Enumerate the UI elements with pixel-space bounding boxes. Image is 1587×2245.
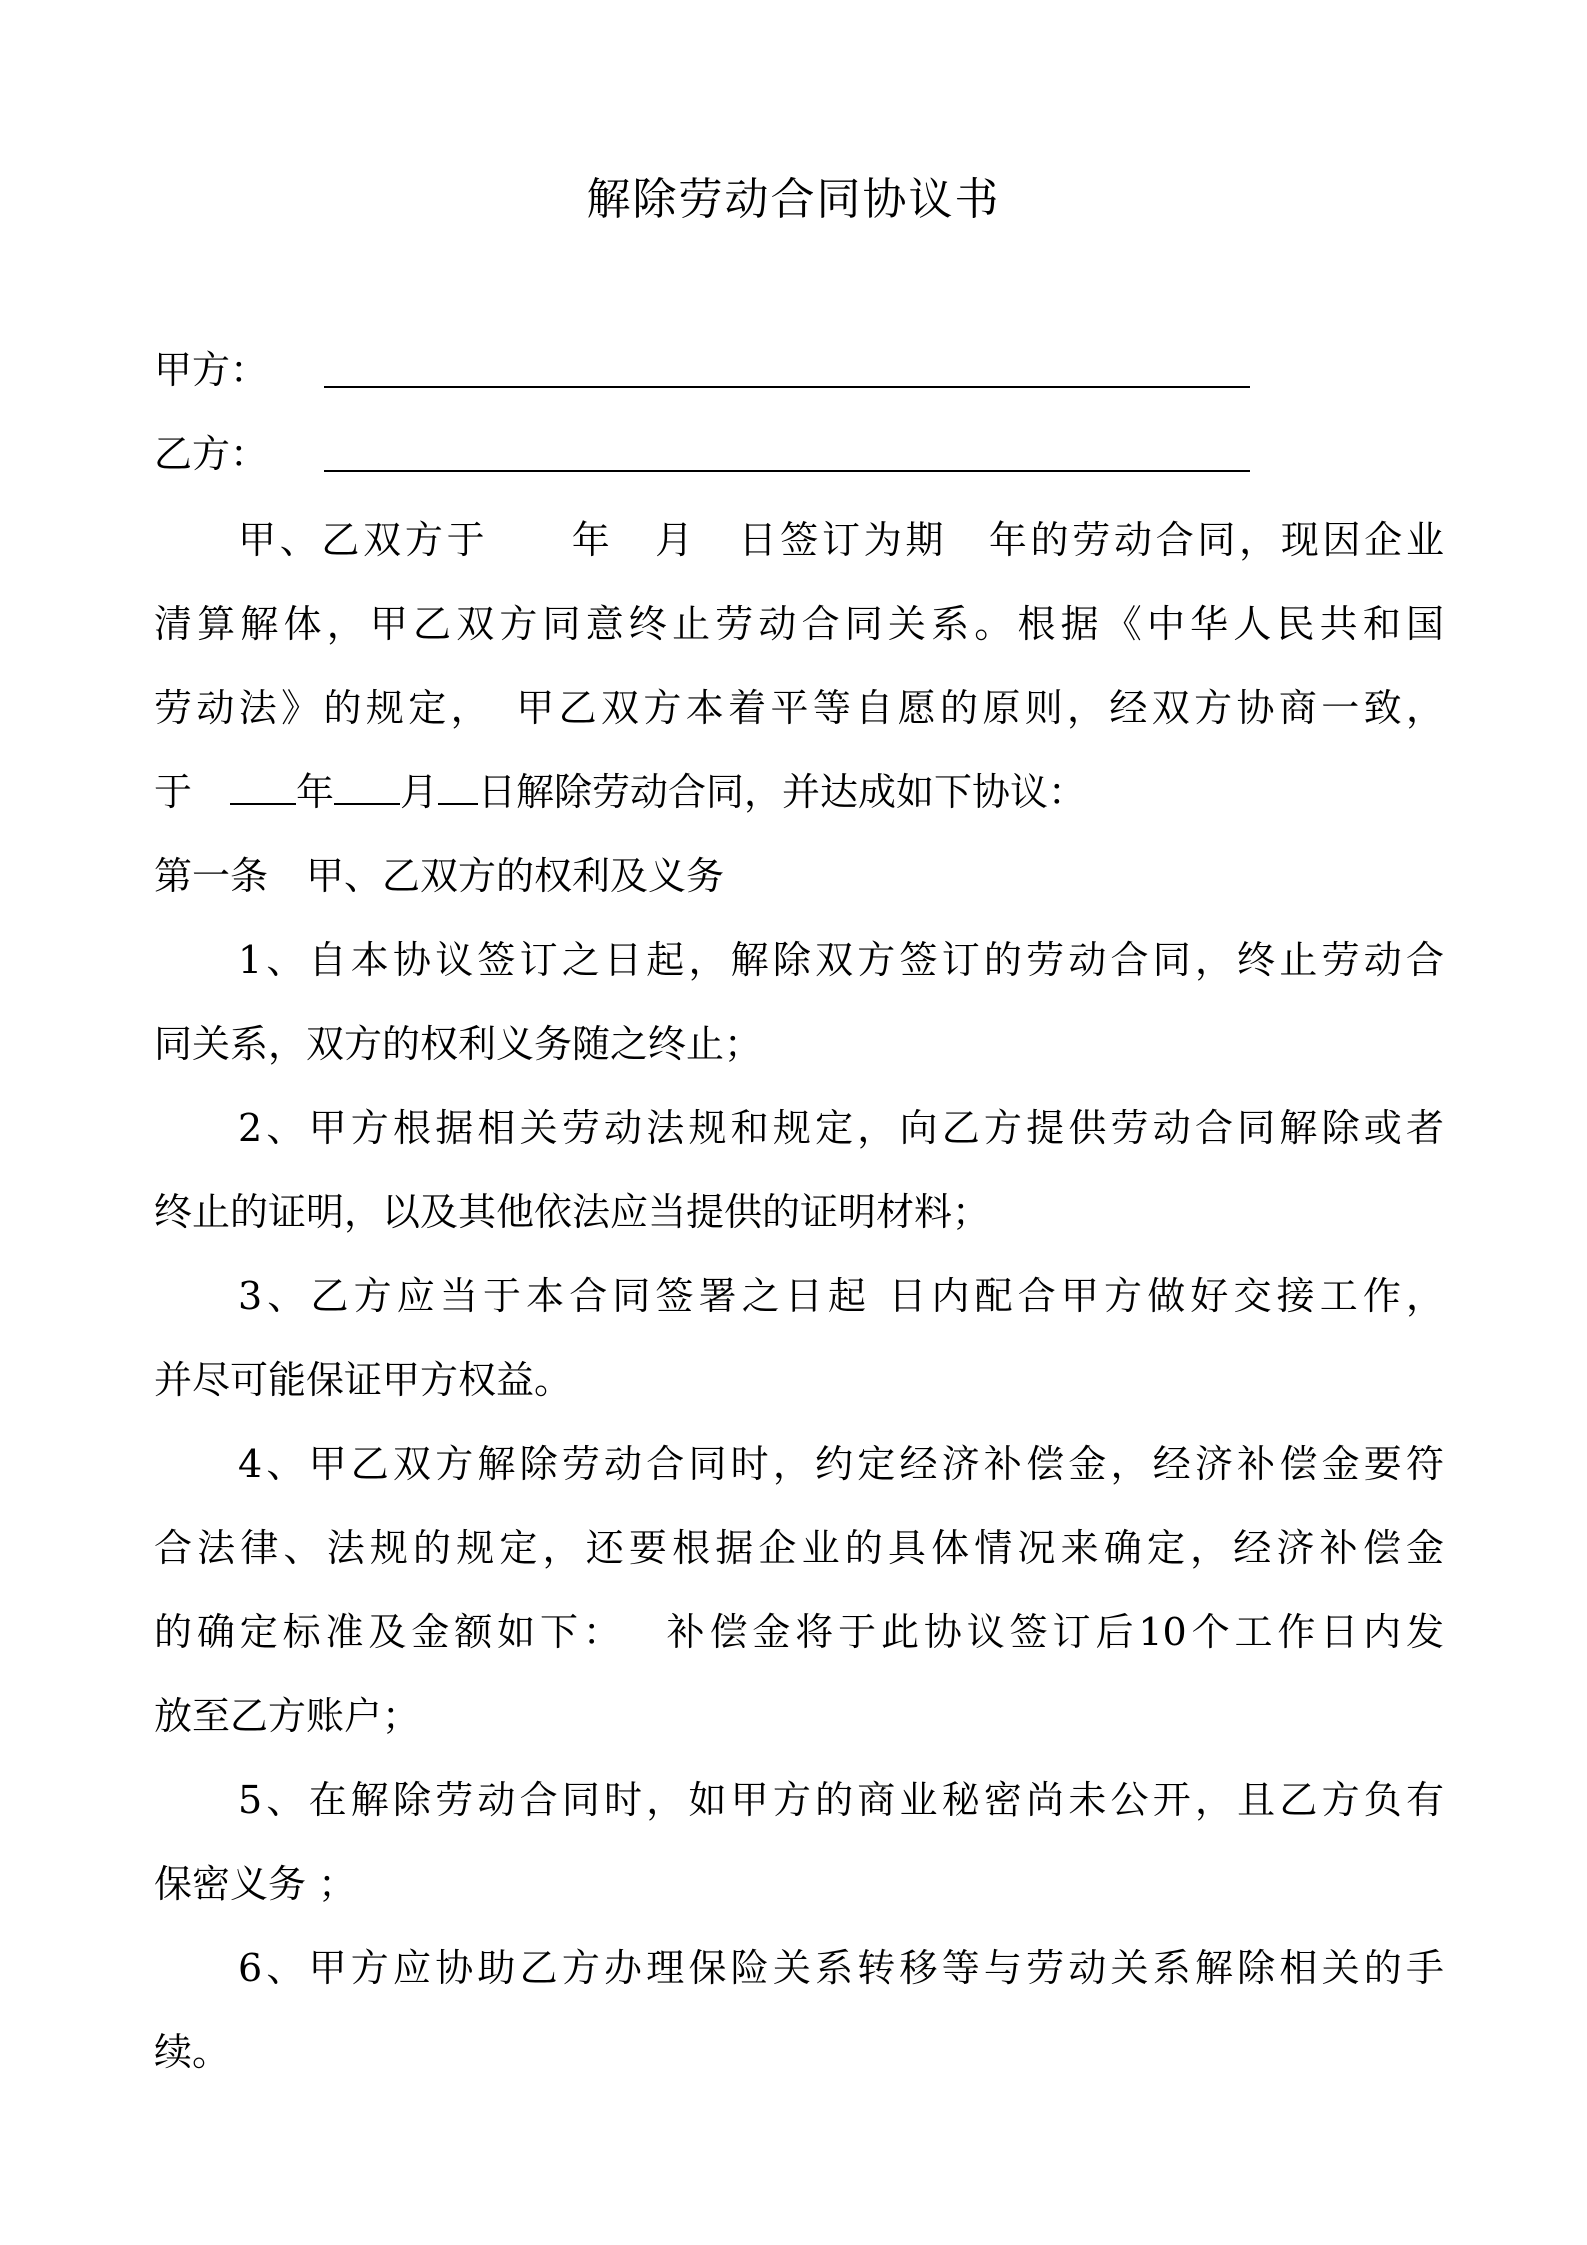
year-blank	[230, 763, 296, 805]
article-1-heading: 第一条 甲、乙双方的权利及义务	[154, 854, 725, 898]
item-6-line-1: 6、甲方应协助乙方办理保险关系转移等与劳动关系解除相关的手	[238, 1946, 1444, 1990]
intro-line-2: 清算解体，甲乙双方同意终止劳动合同关系。根据《中华人民共和国	[154, 602, 1444, 646]
item-4-line-2: 合法律、法规的规定，还要根据企业的具体情况来确定，经济补偿金	[154, 1526, 1444, 1570]
intro-line-3: 劳动法》的规定， 甲乙双方本着平等自愿的原则，经双方协商一致，	[154, 686, 1444, 730]
item-4-line-4: 放至乙方账户；	[154, 1694, 421, 1738]
intro-line-4	[154, 762, 1444, 822]
item-4-line-3: 的确定标准及金额如下： 补偿金将于此协议签订后10个工作日内发	[154, 1610, 1444, 1654]
month-label: 月	[400, 770, 439, 814]
item-3-line-1: 3、乙方应当于本合同签署之日起 日内配合甲方做好交接工作，	[238, 1274, 1444, 1318]
item-5-line-1: 5、在解除劳动合同时，如甲方的商业秘密尚未公开，且乙方负有	[238, 1778, 1444, 1822]
month-blank	[334, 763, 400, 805]
party-a-row	[154, 340, 324, 400]
party-b-label: 乙方：	[154, 432, 269, 476]
item-5-line-2: 保密义务 ；	[154, 1862, 357, 1906]
item-1-line-1: 1、自本协议签订之日起，解除双方签订的劳动合同，终止劳动合	[238, 938, 1444, 982]
document-title: 解除劳动合同协议书	[586, 174, 1001, 225]
item-2-line-2: 终止的证明，以及其他依法应当提供的证明材料；	[154, 1190, 991, 1234]
intro-date-suffix: 日解除劳动合同，并达成如下协议：	[478, 770, 1087, 814]
item-6-line-2: 续。	[154, 2030, 231, 2074]
item-2-line-1: 2、甲方根据相关劳动法规和规定，向乙方提供劳动合同解除或者	[238, 1106, 1444, 1150]
item-1-line-2: 同关系，双方的权利义务随之终止；	[154, 1022, 763, 1066]
party-b-blank	[324, 470, 1250, 472]
party-b-row	[154, 424, 324, 484]
party-a-blank	[324, 386, 1250, 388]
item-3-line-2: 并尽可能保证甲方权益。	[154, 1358, 573, 1402]
party-a-label: 甲方：	[154, 348, 269, 392]
intro-line-1: 甲、乙双方于 年 月 日签订为期 年的劳动合同，现因企业	[238, 518, 1444, 562]
intro-date-prefix: 于	[154, 770, 231, 814]
day-blank	[438, 763, 478, 805]
item-4-line-1: 4、甲乙双方解除劳动合同时，约定经济补偿金，经济补偿金要符	[238, 1442, 1444, 1486]
year-label: 年	[296, 770, 335, 814]
